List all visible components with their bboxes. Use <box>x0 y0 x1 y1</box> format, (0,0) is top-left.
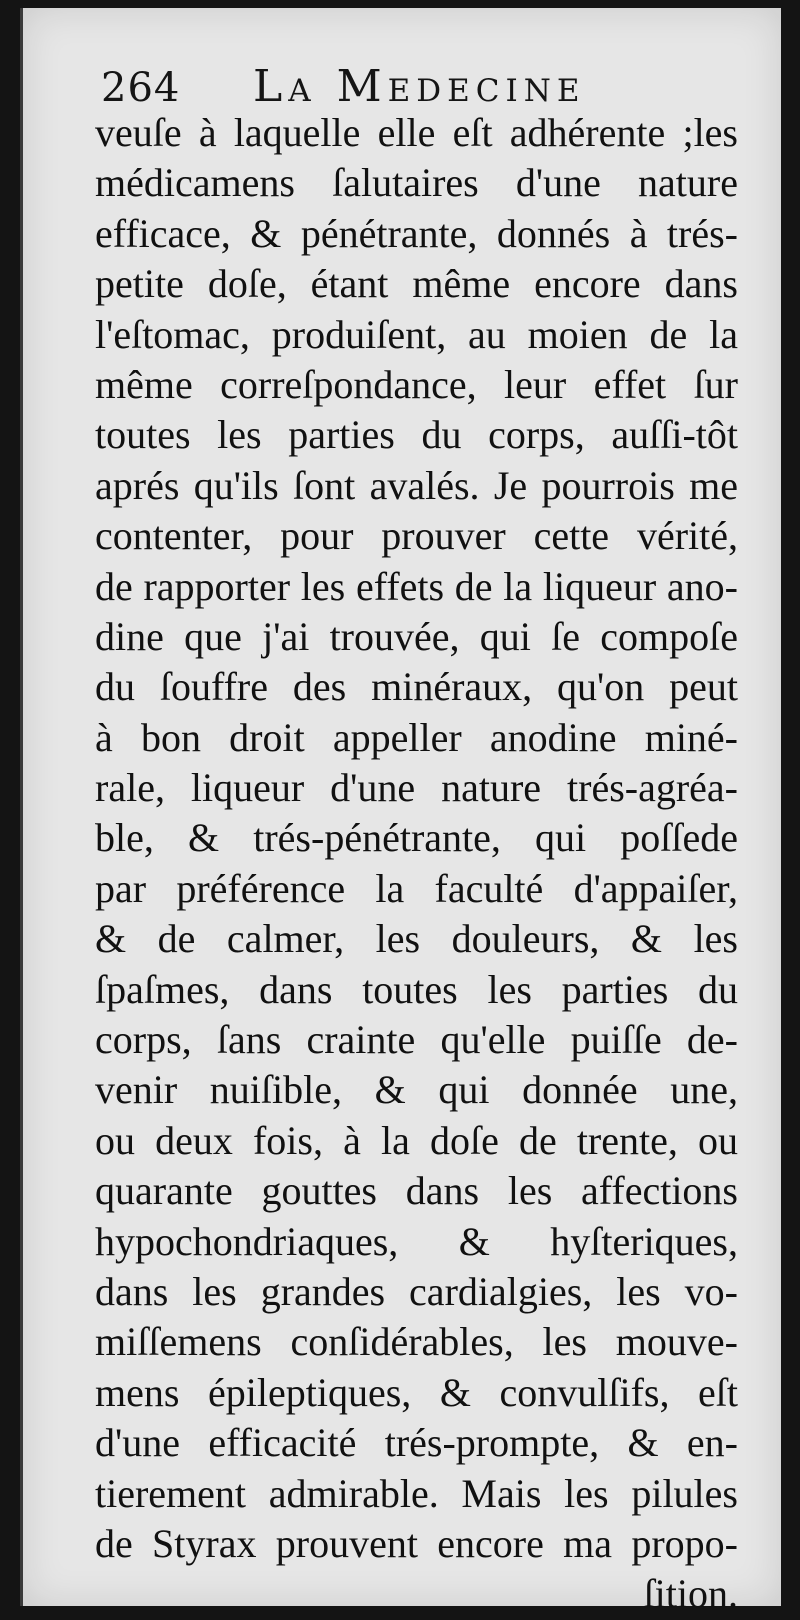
text-line: petite doſe, étant même encore dans <box>95 261 738 307</box>
text-line: corps, ſans crainte qu'elle puiſſe de- <box>95 1017 738 1063</box>
text-line: du ſouffre des minéraux, qu'on peut <box>95 664 738 710</box>
text-line: venir nuiſible, & qui donnée une, <box>95 1067 738 1113</box>
text-line: mens épileptiques, & convulſifs, eſt <box>95 1369 738 1415</box>
text-line: d'une efficacité trés-prompte, & en- <box>95 1420 738 1466</box>
page-header <box>93 54 733 114</box>
text-line: hypochondriaques, & hyſteriques, <box>95 1218 738 1264</box>
text-line: miſſemens conſidérables, les mouve- <box>95 1319 738 1365</box>
text-line: de rapporter les effets de la liqueur ano- <box>95 563 738 609</box>
text-line: ſition. <box>643 1571 738 1617</box>
text-line: toutes les parties du corps, auſſi-tôt <box>95 412 738 458</box>
text-line: dans les grandes cardialgies, les vo- <box>95 1268 738 1314</box>
text-line: à bon droit appeller anodine miné- <box>95 714 738 760</box>
text-line: ſpaſmes, dans toutes les parties du <box>95 966 738 1012</box>
text-line: veuſe à laquelle elle eſt adhérente ;les <box>95 110 738 155</box>
text-line: rale, liqueur d'une nature trés-agréa- <box>95 765 738 811</box>
text-line: & de calmer, les douleurs, & les <box>95 916 738 962</box>
text-line: efficace, & pénétrante, donnés à trés- <box>95 210 738 256</box>
text-line: médicamens ſalutaires d'une nature <box>95 160 738 206</box>
body-text <box>95 108 738 1620</box>
text-line: quarante gouttes dans les affections <box>95 1168 738 1214</box>
text-line: dine que j'ai trouvée, qui ſe compoſe <box>95 613 738 659</box>
text-line: de Styrax prouvent encore ma propo- <box>95 1520 738 1566</box>
page-number: 264 <box>101 65 181 111</box>
text-line: tierement admirable. Mais les pilules <box>95 1470 738 1516</box>
text-line: aprés qu'ils ſont avalés. Je pourrois me <box>95 462 738 508</box>
text-line: même correſpondance, leur effet ſur <box>95 361 738 407</box>
book-page <box>20 8 781 1617</box>
text-line: contenter, pour prouver cette vérité, <box>95 513 738 559</box>
text-line: ou deux fois, à la doſe de trente, ou <box>95 1117 738 1163</box>
text-line: par préférence la faculté d'appaiſer, <box>95 865 738 911</box>
text-line: l'eſtomac, produiſent, au moien de la <box>95 311 738 357</box>
text-line: ble, & trés-pénétrante, qui poſſede <box>95 815 738 861</box>
running-title: La Medecine <box>253 61 586 112</box>
